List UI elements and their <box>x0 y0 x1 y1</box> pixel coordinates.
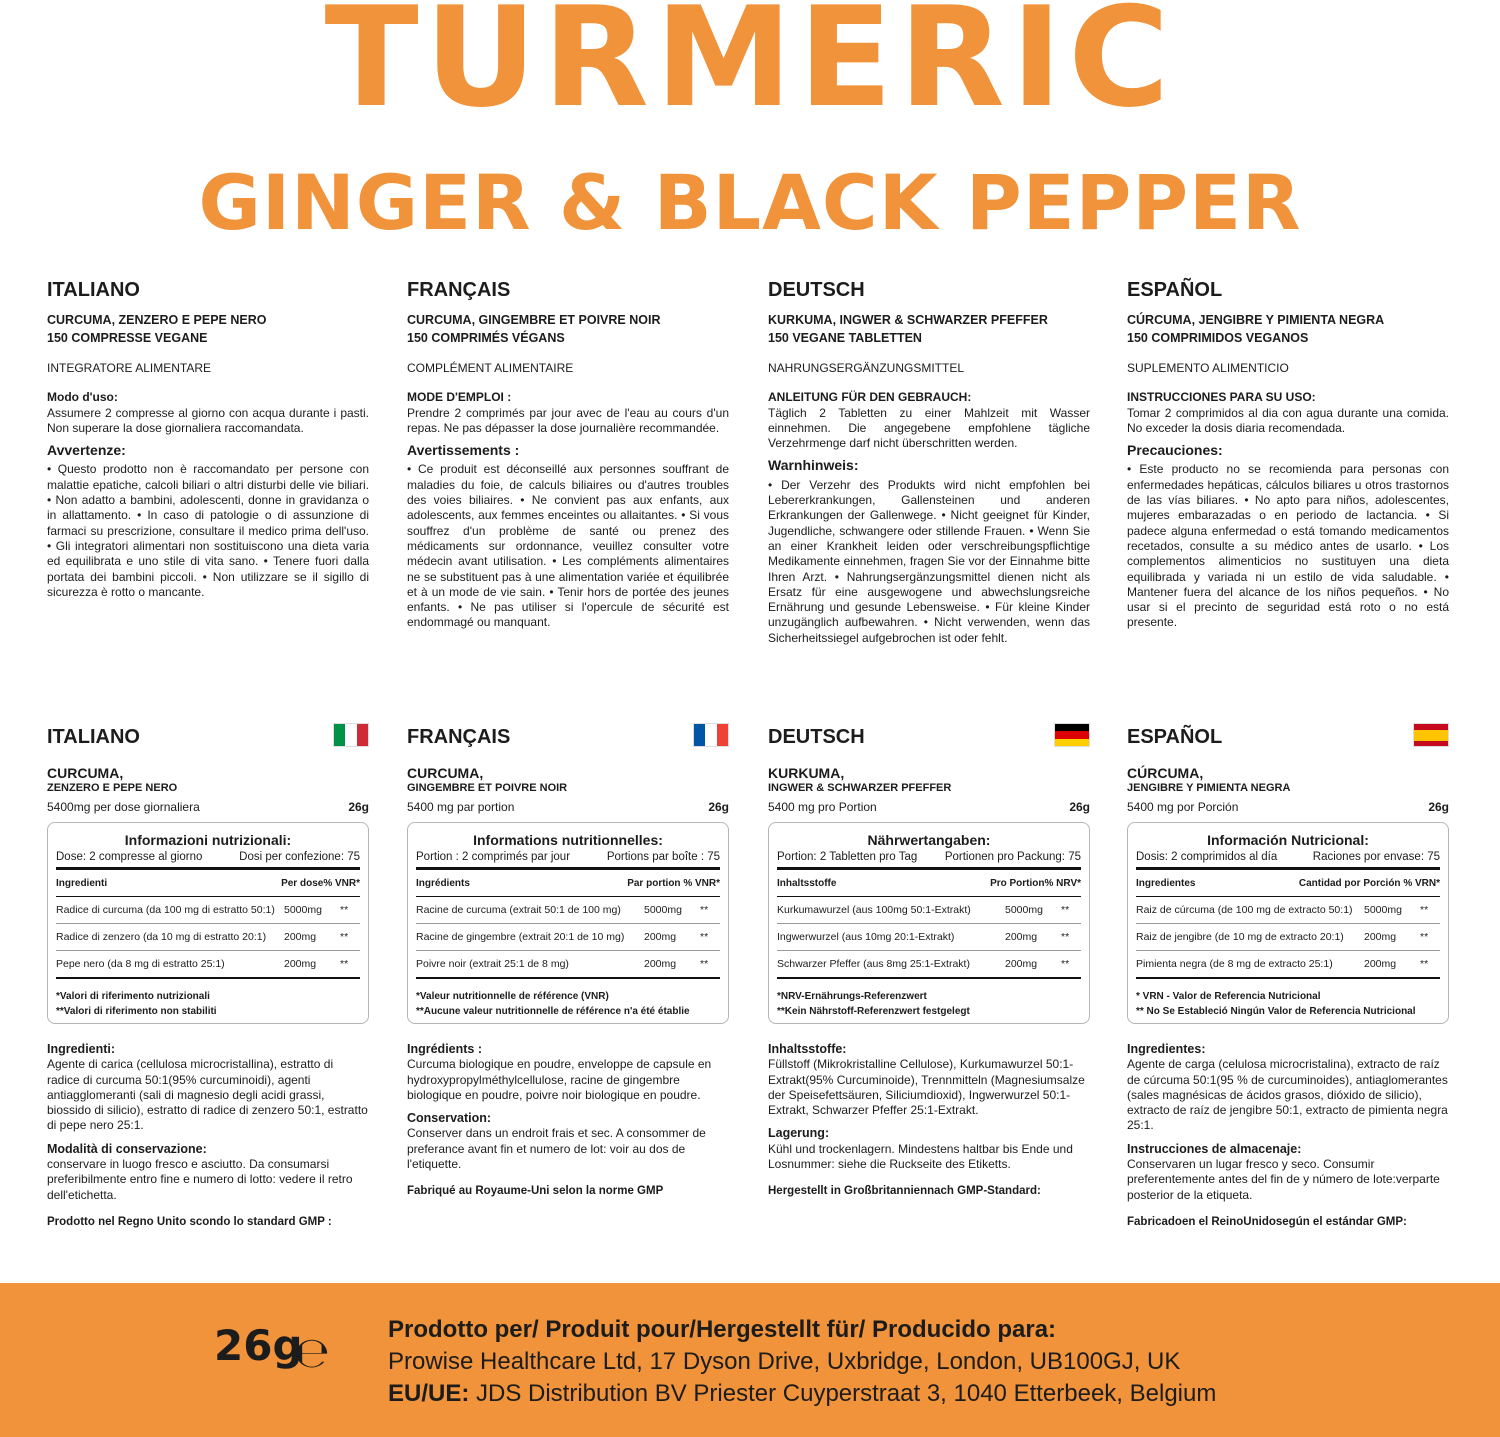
warning-text: • Der Verzehr des Produkts wird nicht empfohlen bei Lebererkrankungen, Gallensteinen und anderen Erkrankungen der Gallenwege. • Nicht geeignet für Kinder, Jugendliche, schwangere oder stillende Frauen. • Wenn Sie an einer Krankheit leiden oder verschreibungspflichtige Medikamente einnehmen, fragen Sie vor der Einnahme bitte Ihren Arzt. • Nahrungsergänzungsmittel dienen nicht als Ersatz für eine ausgewogene und abwechslungsreiche Ernährung und gesunde Lebensweise. • Für kleine Kinder unzugänglich aufbewahren. • Nicht verwenden, wenn das Sicherheitssiegel aufgebrochen ist oder fehlt. <box>768 477 1090 645</box>
ingredients-block <box>1127 1042 1449 1230</box>
storage-text: Conservaren un lugar fresco y seco. Consumir preferentemente antes del fin de y número de lote:verparte posterior de la etiqueta. <box>1127 1157 1440 1202</box>
product-name: CURCUMA, GINGEMBRE ET POIVRE NOIR <box>407 313 661 327</box>
ingredient-amount: 5000mg <box>284 904 322 916</box>
storage-heading: Modalità di conservazione: <box>47 1141 207 1156</box>
ingredient-amount: 200mg <box>1005 958 1038 970</box>
spacer <box>407 1103 729 1111</box>
table-row <box>56 897 360 924</box>
storage-text: conservare in luogo fresco e asciutto. Da consumarsi preferibilmente entro fine e numero di lotto: vedere il retro dell'etichetta. <box>47 1157 353 1202</box>
ingredient-vnr: ** <box>700 904 709 916</box>
dose-line <box>47 798 369 816</box>
spacer <box>768 1118 1090 1126</box>
table-row <box>1136 924 1440 951</box>
flag-stripe <box>1414 730 1448 741</box>
storage-text: Conserver dans un endroit frais et sec. A consommer de preferance avant fin et numero de lot: voir au dos de l'etiquette. <box>407 1126 706 1172</box>
nutrition-table <box>407 822 729 1024</box>
tablet-count: 150 COMPRIMÉS VÉGANS <box>407 331 565 345</box>
gmp-statement: Fabriqué au Royaume-Uni selon la norme GMP <box>407 1185 664 1198</box>
servings-per-pack: Portions par boîte : 75 <box>606 851 720 863</box>
ingredient-name: Racine de gingembre (extrait 20:1 de 10 mg) <box>416 931 625 943</box>
language-heading: FRANÇAIS <box>407 279 511 301</box>
table-title: Informations nutritionnelles: <box>473 832 663 848</box>
storage-text: Kühl und trockenlagern. Mindestens haltbar bis Ende und Losnummer: siehe die Ruckseite des Etiketts. <box>768 1141 1073 1172</box>
product-category: SUPLEMENTO ALIMENTICIO <box>1127 361 1289 375</box>
flag-stripe <box>705 724 716 746</box>
serving-size: Portion : 2 comprimés par jour <box>416 851 571 863</box>
usage-text: Täglich 2 Tabletten zu einer Mahlzeit mit Wasser einnehmen. Die angegebene empfohlene tägliche Verzehrmenge darf nicht überschritten werden. <box>768 405 1090 451</box>
ingredient-name: Radice di curcuma (da 100 mg di estratto 50:1) <box>56 904 275 916</box>
ingredients-block <box>47 1042 369 1230</box>
servings-per-pack: Portionen pro Packung: 75 <box>944 851 1081 863</box>
ingredients-text: Agente di carica (cellulosa microcristallina), estratto di radice di curcuma 50:1(95% curcuminoidi), agenti antiagglomeranti (sali di magnesio degli acidi grassi, biossido di silicio), estratto di radice di zenzero 50:1, estratto di pepe nero 25:1. <box>47 1057 368 1133</box>
flag-stripe <box>345 724 356 746</box>
serving-size: Portion: 2 Tabletten pro Tag <box>777 851 918 863</box>
storage-heading: Lagerung: <box>768 1126 830 1141</box>
product-subname: JENGIBRE Y PIMIENTA NEGRA <box>1127 782 1291 794</box>
usage-text: Assumere 2 compresse al giorno con acqua durante i pasti. Non superare la dose giornaliera raccomandata. <box>47 405 369 435</box>
product-subname: ZENZERO E PEPE NERO <box>47 782 178 794</box>
weight-text: 26g <box>1428 800 1449 814</box>
warning-text: • Ce produit est déconseillé aux personnes souffrant de maladies du foie, de calculs biliaires ou d'autres troubles des voies biliaires. • Ne convient pas aux enfants, aux adolescents, aux femmes enceintes ou allaitantes. • Si vous souffrez d'un problème de santé ou prenez des médicaments sur ordonnance, veuillez consulter votre médecin avant utilisation. • Les compléments alimentaires ne se substituent pas à une alimentation variée et équilibrée et à un mode de vie sain. • Tenir hors de portée des jeunes enfants. • Ne pas utiliser si l'opercule de sécurité est endommagé ou manquant. <box>407 462 729 630</box>
info-column <box>407 278 729 631</box>
spain-flag-icon <box>1413 723 1449 747</box>
ingredients-header: Inhaltsstoffe <box>777 878 837 889</box>
flag-stripe <box>1414 741 1448 747</box>
ingredient-name: Pimienta negra (de 8 mg de extracto 25:1) <box>1136 958 1333 970</box>
warning-heading: Warnhinweis: <box>768 457 859 474</box>
italy-flag-icon <box>333 723 369 747</box>
ingredient-name: Raiz de cúrcuma (de 100 mg de extracto 50:1) <box>1136 904 1353 916</box>
ingredient-amount: 200mg <box>1364 958 1397 970</box>
language-heading: ITALIANO <box>47 726 140 748</box>
ingredient-vnr: ** <box>340 931 349 943</box>
table-row <box>1136 951 1440 979</box>
usage-heading: ANLEITUNG FÜR DEN GEBRAUCH: <box>768 390 972 405</box>
eu-label: EU/UE: <box>388 1380 470 1407</box>
france-flag-icon <box>693 723 729 747</box>
ingredient-name: Schwarzer Pfeffer (aus 8mg 25:1-Extrakt) <box>777 958 970 970</box>
serving-row <box>1136 849 1440 870</box>
ingredient-name: Pepe nero (da 8 mg di estratto 25:1) <box>56 958 225 970</box>
gmp-statement: Hergestellt in Großbritanniennach GMP-Standard: <box>768 1185 1041 1198</box>
eu-text: JDS Distribution BV Priester Cuyperstraat 3, 1040 Etterbeek, Belgium <box>469 1380 1217 1407</box>
ingredient-vnr: ** <box>700 931 709 943</box>
table-row <box>56 924 360 951</box>
nutrition-column <box>1127 725 1449 1024</box>
ingredients-heading: Ingredienti: <box>47 1042 116 1056</box>
ingredient-vnr: ** <box>1420 904 1429 916</box>
warning-heading: Avvertenze: <box>47 442 126 459</box>
info-column <box>1127 278 1449 631</box>
product-name: KURKUMA, INGWER & SCHWARZER PFEFFER <box>768 313 1048 327</box>
ingredients-header: Ingrédients <box>416 878 470 889</box>
table-header-row <box>56 870 360 897</box>
product-category: COMPLÉMENT ALIMENTAIRE <box>407 361 574 375</box>
ingredients-block <box>407 1042 729 1200</box>
footnote: **Kein Nährstoff-Referenzwert festgelegt <box>777 1006 970 1017</box>
ingredient-amount: 5000mg <box>1364 904 1402 916</box>
servings-per-pack: Raciones por envase: 75 <box>1312 851 1440 863</box>
ingredient-amount: 200mg <box>1005 931 1038 943</box>
usage-text: Tomar 2 comprimidos al dia con agua durante una comida. No exceder la dosis diaria recomendada. <box>1127 405 1449 435</box>
flag-stripe <box>1055 724 1089 731</box>
language-heading: FRANÇAIS <box>407 726 511 748</box>
servings-per-pack: Dosi per confezione: 75 <box>239 851 360 863</box>
gmp-statement: Fabricadoen el ReinoUnidosegún el estándar GMP: <box>1127 1215 1407 1228</box>
language-heading: ITALIANO <box>47 279 140 301</box>
usage-heading: MODE D'EMPLOI : <box>407 390 512 405</box>
nutrition-column <box>47 725 369 1024</box>
table-row <box>56 951 360 979</box>
nutrition-table <box>768 822 1090 1024</box>
ingredient-name: Kurkumawurzel (aus 100mg 50:1-Extrakt) <box>777 904 971 916</box>
manufacturer-address: Prowise Healthcare Ltd, 17 Dyson Drive, Uxbridge, London, UB100GJ, UK <box>388 1348 1181 1375</box>
product-name: CURCUMA, ZENZERO E PEPE NERO <box>47 313 267 327</box>
ingredient-name: Raiz de jengibre (de 10 mg de extracto 20:1) <box>1136 931 1344 943</box>
table-row <box>416 897 720 924</box>
product-category: INTEGRATORE ALIMENTARE <box>47 361 212 375</box>
warning-text: • Este producto no se recomienda para personas con enfermedades hepáticas, cálculos biliares u otros trastornos de las vías biliares. • No apto para niños, adolescentes, mujeres embarazadas o en periodo de lactancia. • Si padece alguna enfermedad o está tomando medicamentos recetados, consulte a su médico antes de usarlo. • Los complementos alimenticios no sustituyen una dieta equilibrada y variada ni un estilo de vida saludable. • Mantener fuera del alcance de los niños pequeños. • No usar si el precinto de seguridad está roto o no está presente. <box>1127 462 1449 630</box>
product-subtitle: GINGER & BLACK PEPPER <box>198 158 1302 247</box>
ingredient-name: Racine de curcuma (extrait 50:1 de 100 mg) <box>416 904 621 916</box>
table-title: Información Nutricional: <box>1207 832 1369 848</box>
eu-address <box>388 1378 1216 1410</box>
table-row <box>416 951 720 979</box>
nutrition-column <box>407 725 729 1024</box>
ingredient-vnr: ** <box>1061 904 1070 916</box>
nutrition-table <box>47 822 369 1024</box>
product-name: CURCUMA, <box>47 765 124 781</box>
table-header-row <box>416 870 720 897</box>
dose-line <box>768 798 1090 816</box>
warning-heading: Avertissements : <box>407 442 520 459</box>
nutrition-column <box>768 725 1090 1024</box>
table-row <box>416 924 720 951</box>
per-serving-header: Per dose% VNR* <box>281 878 360 889</box>
info-column <box>768 278 1090 646</box>
footnote: **Aucune valeur nutritionnelle de référence n'a été établie <box>416 1006 690 1017</box>
per-serving-header: Par portion % VNR* <box>627 878 720 889</box>
ingredients-heading: Inhaltsstoffe: <box>768 1042 847 1056</box>
table-title: Informazioni nutrizionali: <box>124 832 292 848</box>
dose-text: 5400 mg par portion <box>407 800 515 814</box>
product-category: NAHRUNGSERGÄNZUNGSMITTEL <box>768 361 965 375</box>
flag-stripe <box>1055 739 1089 746</box>
dose-text: 5400 mg pro Portion <box>768 800 877 814</box>
serving-row <box>777 849 1081 870</box>
table-row <box>1136 897 1440 924</box>
ingredients-block <box>768 1042 1090 1200</box>
per-serving-header: Pro Portion% NRV* <box>990 878 1081 889</box>
usage-heading: INSTRUCCIONES PARA SU USO: <box>1127 390 1316 405</box>
footnote: *Valori di riferimento nutrizionali <box>56 991 210 1002</box>
footnote: ** No Se Estableció Ningún Valor de Referencia Nutricional <box>1136 1006 1416 1017</box>
storage-heading: Conservation: <box>407 1111 492 1126</box>
serving-size: Dosis: 2 comprimidos al día <box>1136 851 1278 863</box>
usage-heading: Modo d'uso: <box>47 390 118 405</box>
ingredient-amount: 200mg <box>644 958 677 970</box>
serving-size: Dose: 2 compresse al giorno <box>56 851 203 863</box>
ingredient-name: Poivre noir (extrait 25:1 de 8 mg) <box>416 958 569 970</box>
flag-stripe <box>357 724 368 746</box>
table-row <box>777 897 1081 924</box>
table-row <box>777 951 1081 979</box>
info-column <box>47 278 369 600</box>
ingredients-heading: Ingredientes: <box>1127 1042 1206 1056</box>
weight-text: 26g <box>348 800 369 814</box>
ingredient-vnr: ** <box>700 958 709 970</box>
ingredients-header: Ingredienti <box>56 878 108 889</box>
ingredient-vnr: ** <box>1420 931 1429 943</box>
footnote: *NRV-Ernährungs-Referenzwert <box>777 991 927 1002</box>
usage-text: Prendre 2 comprimés par jour avec de l'eau au cours d'un repas. Ne pas dépasser la dose journalière recommandée. <box>407 405 729 435</box>
warning-heading: Precauciones: <box>1127 442 1223 459</box>
flag-stripe <box>694 724 705 746</box>
table-header-row <box>777 870 1081 897</box>
storage-heading: Instrucciones de almacenaje: <box>1127 1141 1302 1156</box>
ingredient-amount: 5000mg <box>644 904 682 916</box>
ingredient-amount: 200mg <box>1364 931 1397 943</box>
weight-text: 26g <box>1069 800 1090 814</box>
table-footnotes <box>56 989 360 1019</box>
footnote: *Valeur nutritionnelle de référence (VNR) <box>416 991 609 1002</box>
ingredient-amount: 200mg <box>284 931 317 943</box>
tablet-count: 150 COMPRIMIDOS VEGANOS <box>1127 331 1309 345</box>
flag-stripe <box>334 724 345 746</box>
ingredient-name: Radice di zenzero (da 10 mg di estratto 20:1) <box>56 931 267 943</box>
table-row <box>777 924 1081 951</box>
language-heading: DEUTSCH <box>768 279 865 301</box>
dose-text: 5400mg per dose giornaliera <box>47 800 200 814</box>
table-title: Nährwertangaben: <box>867 832 991 848</box>
product-name: CURCUMA, <box>407 765 484 781</box>
product-subname: INGWER & SCHWARZER PFEFFER <box>768 782 952 794</box>
serving-row <box>416 849 720 870</box>
flag-stripe <box>717 724 728 746</box>
per-serving-header: Cantidad por Porción % VRN* <box>1298 878 1440 889</box>
footnote: * VRN - Valor de Referencia Nutricional <box>1136 991 1321 1002</box>
ingredient-amount: 200mg <box>644 931 677 943</box>
weight-text: 26g <box>708 800 729 814</box>
flag-stripe <box>1055 731 1089 738</box>
net-weight: 26g <box>214 1321 303 1370</box>
table-footnotes <box>416 989 720 1019</box>
tablet-count: 150 COMPRESSE VEGANE <box>47 331 208 345</box>
spacer <box>47 1134 369 1142</box>
language-heading: ESPAÑOL <box>1127 726 1223 748</box>
product-subname: GINGEMBRE ET POIVRE NOIR <box>407 782 568 794</box>
table-header-row <box>1136 870 1440 897</box>
ingredient-amount: 200mg <box>284 958 317 970</box>
ingredient-name: Ingwerwurzel (aus 10mg 20:1-Extrakt) <box>777 931 955 943</box>
ingredient-vnr: ** <box>340 958 349 970</box>
germany-flag-icon <box>1054 723 1090 747</box>
language-heading: ESPAÑOL <box>1127 279 1223 301</box>
footnote: **Valori di riferimento non stabiliti <box>56 1006 217 1017</box>
dose-line <box>407 798 729 816</box>
warning-text: • Questo prodotto non è raccomandato per persone con malattie epatiche, calcoli biliari o altri disturbi delle vie biliari. • Non adatto a bambini, adolescenti, donne in gravidanza o in allattamento. • In caso di patologie o di assunzione di farmaci su prescrizione, consultare il medico prima dell'uso. • Gli integratori alimentari non sostituiscono una dieta varia ed equilibrata e uno stile di vita sano. • Tenere fuori dalla portata dei bambini piccoli. • Non utilizzare se il sigillo di sicurezza è rotto o mancante. <box>47 462 369 599</box>
ingredient-vnr: ** <box>1061 958 1070 970</box>
ingredient-amount: 5000mg <box>1005 904 1043 916</box>
ingredients-text: Agente de carga (celulosa microcristalina), extracto de raíz de cúrcuma 50:1(95 % de curcuminoides), antiaglomerantes (sales magnésicas de ácidos grasos, dióxido de silicio), extracto de raíz de jengibre 50:1, extracto de pimienta negra 25:1. <box>1127 1057 1448 1133</box>
manufacturer-info <box>388 1314 1216 1410</box>
ingredients-header: Ingredientes <box>1136 878 1196 889</box>
language-heading: DEUTSCH <box>768 726 865 748</box>
serving-row <box>56 849 360 870</box>
estimated-sign-icon: ℮ <box>294 1328 330 1377</box>
tablet-count: 150 VEGANE TABLETTEN <box>768 331 922 345</box>
dose-text: 5400 mg por Porción <box>1127 800 1239 814</box>
dose-line <box>1127 798 1449 816</box>
table-footnotes <box>777 989 1081 1019</box>
ingredient-vnr: ** <box>1420 958 1429 970</box>
ingredient-vnr: ** <box>340 904 349 916</box>
table-footnotes <box>1136 989 1440 1019</box>
nutrition-table <box>1127 822 1449 1024</box>
product-name: CÚRCUMA, JENGIBRE Y PIMIENTA NEGRA <box>1127 313 1385 327</box>
manufacturer-heading: Prodotto per/ Produit pour/Hergestellt für/ Producido para: <box>388 1316 1057 1343</box>
ingredient-vnr: ** <box>1061 931 1070 943</box>
product-title: TURMERIC <box>324 0 1176 138</box>
product-name: CÚRCUMA, <box>1127 765 1204 781</box>
ingredients-heading: Ingrédients : <box>407 1042 483 1056</box>
spacer <box>1127 1134 1449 1142</box>
gmp-statement: Prodotto nel Regno Unito scondo lo standard GMP : <box>47 1215 332 1228</box>
ingredients-text: Curcuma biologique en poudre, enveloppe de capsule en hydroxypropylméthylcellulose, racine de gingembre biologique en poudre, poivre noir biologique en poudre. <box>407 1057 712 1102</box>
product-name: KURKUMA, <box>768 765 845 781</box>
ingredients-text: Füllstoff (Mikrokristalline Cellulose), Kurkumawurzel 50:1-Extrakt(95% Curcuminoide), Trennmitteln (Magnesiumsalze der Speisefettsäuren, Siliciumdioxid), Ingwerwurzel 50:1-Extrakt, Schwarzer Pfeffer 25:1-Extrakt. <box>768 1057 1085 1118</box>
